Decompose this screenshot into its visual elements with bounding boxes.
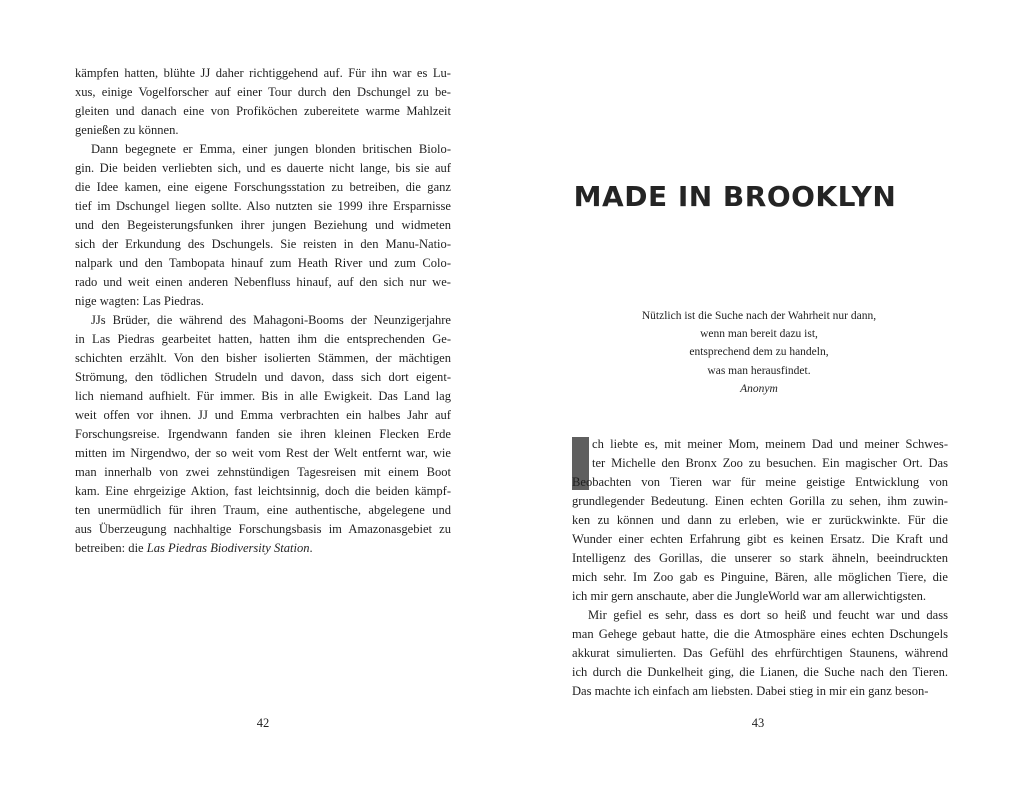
text-line: weit offen vor ihnen. JJ und Emma verbrachten ein halbes Jahr auf — [75, 408, 451, 422]
epigraph-line: Nützlich ist die Suche nach der Wahrheit nur dann, — [641, 310, 877, 322]
text-line: die Idee kamen, eine eigene Forschungsstation zu betreiben, die ganz — [75, 180, 451, 194]
paragraph — [75, 140, 451, 311]
text-line — [75, 539, 451, 558]
epigraph-line: entsprechend dem zu handeln, — [689, 346, 829, 359]
text-line: Wunder einer echten Erfahrung gibt es keinen Ersatz. Die Kraft und — [572, 532, 948, 546]
text-line: tief im Dschungel liegen sollte. Also nutzten sie 1999 ihre Ersparnisse — [75, 199, 451, 213]
text-fragment: betreiben: die — [75, 541, 147, 555]
text-line: kam. Eine ehrgeizige Aktion, fast leichtsinnig, doch die beiden kämpf- — [75, 484, 451, 498]
text-line: gin. Die beiden verliebten sich, und es dauerte nicht lange, bis sie auf — [75, 161, 451, 175]
text-line: sich der Erkundung des Dschungels. Sie reisten in den Manu-Natio- — [75, 237, 451, 251]
page-number-left: 42 — [256, 716, 270, 730]
text-line: man innerhalb von zwei zehnstündigen Tagesreisen mit einem Boot — [75, 465, 451, 479]
text-line: JJs Brüder, die während des Mahagoni-Booms der Neunzigerjahre — [91, 313, 451, 327]
left-body-text — [75, 64, 451, 558]
text-line: xus, einige Vogelforscher auf einer Tour durch den Dschungel zu be- — [75, 85, 451, 99]
text-line: ch liebte es, mit meiner Mom, meinem Dad und meiner Schwes- — [592, 437, 948, 451]
station-name: Las Piedras Biodiversity Station — [146, 541, 310, 555]
right-body-text — [572, 435, 948, 701]
text-line: ich mir gern anschaute, aber die JungleWorld war am allerwichtigsten. — [572, 589, 927, 603]
epigraph-line: was man herausfindet. — [707, 364, 811, 377]
text-line: und den Begeisterungsfunken ihrer jungen Beziehung und widmeten — [75, 218, 451, 232]
text-line: ten unermüdlich für ihren Traum, eine authentische, abgelegene und — [75, 503, 451, 517]
text-line: Das machte ich einfach am liebsten. Dabei stieg in mir ein ganz beson- — [572, 684, 929, 698]
text-line: Intelligenz des Gorillas, die unserer so stark ähneln, beeindruckten — [572, 551, 948, 565]
paragraph — [572, 606, 948, 701]
text-line: Mir gefiel es sehr, dass es dort so heiß und feucht war und dass — [588, 608, 948, 622]
text-line: man Gehege gebaut hatte, die die Atmosphäre eines echten Dschungels — [572, 627, 948, 641]
text-line: ich durch die Dunkelheit ging, die Lianen, die Suche nach den Tieren. — [572, 665, 948, 679]
text-line: nalpark und den Tambopata hinauf zum Heath River und zum Colo- — [75, 256, 451, 270]
text-line: genießen zu können. — [75, 123, 179, 137]
text-line: mich sehr. Im Zoo gab es Pinguine, Bären, alle möglichen Tiere, die — [572, 570, 948, 584]
text-line: lich niemand aufhielt. Für immer. Bis in alle Ewigkeit. Das Land lag — [75, 389, 451, 403]
text-line: gleiten und danach eine von Profiköchen zubereitete warme Mahlzeit — [75, 104, 451, 118]
text-line: akkurat simulierten. Das Gefühl des ehrfürchtigen Staunens, während — [572, 646, 948, 660]
text-line: Strömung, den tödlichen Strudeln und davon, dass sich dort eigent- — [75, 370, 451, 384]
text-line: nige wagten: Las Piedras. — [75, 294, 204, 308]
text-line: ken zu können und dann zu erleben, wie er zurückwinkte. Für die — [572, 513, 948, 527]
text-line: rado und weit einen anderen Nebenfluss hinauf, auf den sich nur we- — [75, 275, 451, 289]
paragraph — [75, 64, 451, 140]
text-line: Dann begegnete er Emma, einer jungen blonden britischen Biolo- — [91, 142, 451, 156]
text-line: Beobachten von Tieren war für meine geistige Entwicklung von — [572, 475, 948, 489]
text-line: schichten erzählt. Von den bisher isolierten Stämmen, der mächtigen — [75, 351, 451, 365]
text-fragment: . — [309, 541, 313, 555]
text-line: mitten im Nirgendwo, der so weit vom Rest der Welt entfernt war, wie — [75, 446, 451, 460]
paragraph — [75, 311, 451, 558]
epigraph-author: Anonym — [740, 382, 778, 395]
text-line: aus Überzeugung nachhaltige Forschungsbasis im Amazonasgebiet zu — [75, 522, 451, 536]
chapter-title: MADE IN BROOKLYN — [573, 180, 897, 213]
right-page — [510, 0, 1020, 812]
epigraph-line: wenn man bereit dazu ist, — [700, 328, 818, 341]
paragraph — [572, 435, 948, 606]
text-line: in Las Piedras gearbeitet hatten, hatten ihm die entsprechenden Ge- — [75, 332, 451, 346]
text-line: Forschungsreise. Irgendwann fanden sie ihren kleinen Flecken Erde — [75, 427, 451, 441]
page-number-right: 43 — [751, 716, 765, 730]
text-line: grundlegender Bedeutung. Einen echten Gorilla zu sehen, ihm zuwin- — [572, 494, 948, 508]
epigraph — [570, 307, 948, 398]
text-line: kämpfen hatten, blühte JJ daher richtiggehend auf. Für ihn war es Lu- — [75, 66, 451, 80]
text-line: ter Michelle den Bronx Zoo zu besuchen. Ein magischer Ort. Das — [592, 456, 948, 470]
